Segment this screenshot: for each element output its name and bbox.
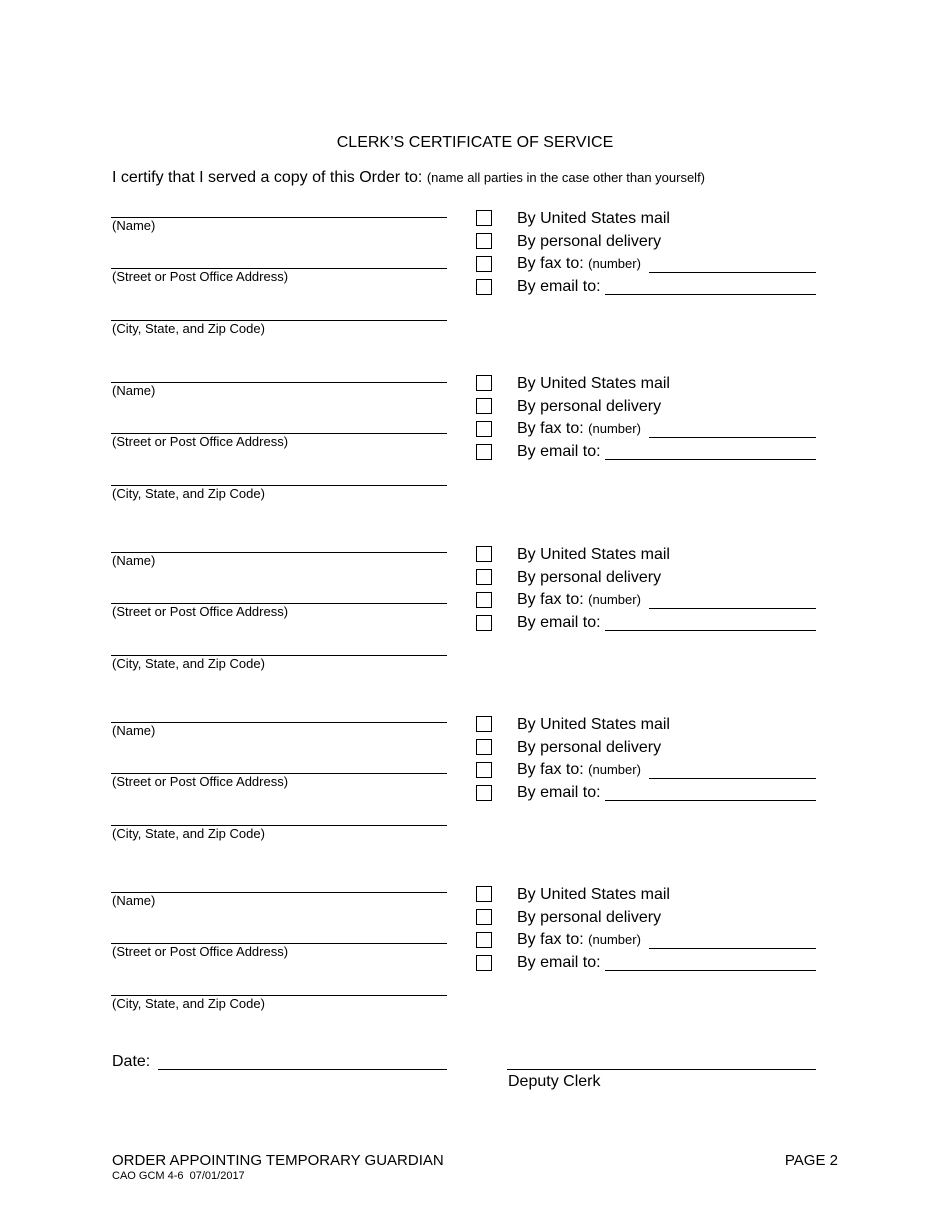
fax-note: (number) (588, 762, 641, 777)
fax-checkbox[interactable] (476, 592, 492, 608)
fax-text: By fax to: (517, 255, 584, 272)
personal-checkbox[interactable] (476, 569, 492, 585)
fax-note: (number) (588, 592, 641, 607)
city-label: (City, State, and Zip Code) (112, 996, 265, 1011)
fax-text: By fax to: (517, 761, 584, 778)
city-label: (City, State, and Zip Code) (112, 656, 265, 671)
personal-label: By personal delivery (517, 909, 662, 926)
street-label: (Street or Post Office Address) (112, 434, 289, 449)
mail-label: By United States mail (517, 546, 670, 563)
fax-number-field[interactable] (649, 608, 816, 609)
email-field[interactable] (605, 459, 816, 460)
name-field[interactable] (111, 892, 447, 893)
email-label: By email to: (517, 278, 601, 295)
fax-number-field[interactable] (649, 437, 816, 438)
fax-label (517, 761, 641, 779)
name-field[interactable] (111, 722, 447, 723)
email-field[interactable] (605, 970, 816, 971)
fax-number-field[interactable] (649, 778, 816, 779)
email-checkbox[interactable] (476, 955, 492, 971)
mail-checkbox[interactable] (476, 210, 492, 226)
name-label: (Name) (112, 218, 156, 233)
name-label: (Name) (112, 893, 156, 908)
email-label: By email to: (517, 443, 601, 460)
mail-label: By United States mail (517, 210, 670, 227)
name-label: (Name) (112, 553, 156, 568)
fax-checkbox[interactable] (476, 762, 492, 778)
party-block-5 (0, 885, 950, 1045)
street-label: (Street or Post Office Address) (112, 944, 289, 959)
personal-checkbox[interactable] (476, 398, 492, 414)
mail-checkbox[interactable] (476, 375, 492, 391)
footer-form-title: ORDER APPOINTING TEMPORARY GUARDIAN (112, 1152, 444, 1169)
email-checkbox[interactable] (476, 615, 492, 631)
email-label: By email to: (517, 954, 601, 971)
fax-checkbox[interactable] (476, 932, 492, 948)
personal-label: By personal delivery (517, 569, 662, 586)
mail-checkbox[interactable] (476, 716, 492, 732)
name-field[interactable] (111, 217, 447, 218)
signature-label: Deputy Clerk (508, 1073, 601, 1090)
street-label: (Street or Post Office Address) (112, 604, 289, 619)
email-field[interactable] (605, 630, 816, 631)
name-label: (Name) (112, 723, 156, 738)
fax-note: (number) (588, 421, 641, 436)
fax-text: By fax to: (517, 591, 584, 608)
signature-field[interactable] (507, 1069, 816, 1070)
fax-label (517, 591, 641, 609)
party-block-3 (0, 545, 950, 705)
mail-label: By United States mail (517, 716, 670, 733)
fax-note: (number) (588, 256, 641, 271)
fax-number-field[interactable] (649, 272, 816, 273)
personal-label: By personal delivery (517, 739, 662, 756)
fax-label (517, 420, 641, 438)
name-label: (Name) (112, 383, 156, 398)
personal-label: By personal delivery (517, 233, 662, 250)
email-label: By email to: (517, 614, 601, 631)
date-label: Date: (112, 1053, 151, 1070)
fax-label (517, 255, 641, 273)
page-number: PAGE 2 (784, 1152, 838, 1169)
name-field[interactable] (111, 382, 447, 383)
certify-statement (112, 169, 705, 187)
certify-text: I certify that I served a copy of this Order to: (112, 169, 423, 186)
city-label: (City, State, and Zip Code) (112, 486, 265, 501)
email-field[interactable] (605, 800, 816, 801)
personal-checkbox[interactable] (476, 909, 492, 925)
street-label: (Street or Post Office Address) (112, 774, 289, 789)
name-field[interactable] (111, 552, 447, 553)
city-label: (City, State, and Zip Code) (112, 321, 265, 336)
fax-checkbox[interactable] (476, 421, 492, 437)
email-checkbox[interactable] (476, 785, 492, 801)
email-label: By email to: (517, 784, 601, 801)
fax-note: (number) (588, 932, 641, 947)
footer-form-code: CAO GCM 4-6 07/01/2017 (112, 1170, 245, 1182)
city-label: (City, State, and Zip Code) (112, 826, 265, 841)
personal-label: By personal delivery (517, 398, 662, 415)
personal-checkbox[interactable] (476, 233, 492, 249)
mail-checkbox[interactable] (476, 886, 492, 902)
fax-number-field[interactable] (649, 948, 816, 949)
email-checkbox[interactable] (476, 279, 492, 295)
party-block-1 (0, 210, 950, 370)
page-title: CLERK’S CERTIFICATE OF SERVICE (336, 134, 614, 151)
street-label: (Street or Post Office Address) (112, 269, 289, 284)
fax-text: By fax to: (517, 931, 584, 948)
date-field[interactable] (158, 1069, 447, 1070)
certify-note: (name all parties in the case other than yourself) (426, 170, 706, 185)
party-block-2 (0, 375, 950, 535)
party-block-4 (0, 715, 950, 875)
fax-checkbox[interactable] (476, 256, 492, 272)
fax-text: By fax to: (517, 420, 584, 437)
mail-checkbox[interactable] (476, 546, 492, 562)
email-field[interactable] (605, 294, 816, 295)
fax-label (517, 931, 641, 949)
mail-label: By United States mail (517, 886, 670, 903)
personal-checkbox[interactable] (476, 739, 492, 755)
mail-label: By United States mail (517, 375, 670, 392)
email-checkbox[interactable] (476, 444, 492, 460)
